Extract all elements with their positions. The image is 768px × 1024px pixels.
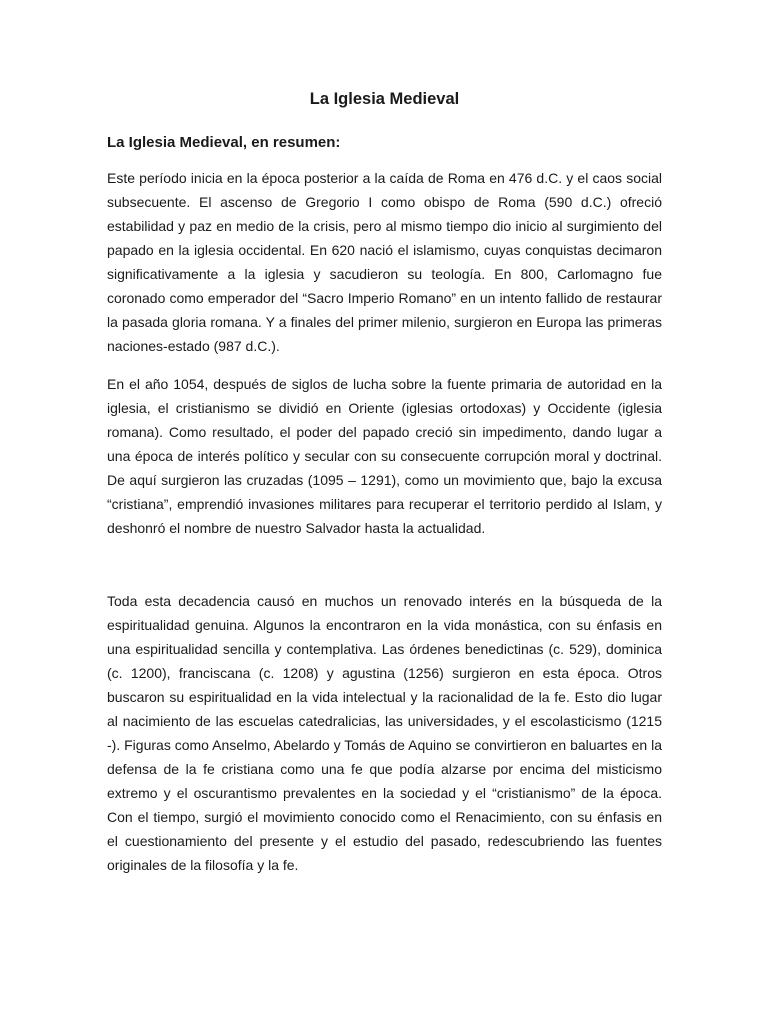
paragraph-3: Toda esta decadencia causó en muchos un renovado interés en la búsqueda de la espiritualidad genuina. Algunos la encontraron en la vida monástica, con su énfasis en una espiritualidad sencilla y contemplativa. Las órdenes benedictinas (c. 529), dominica (c. 1200), franciscana (c. 1208) y agustina (1256) surgieron en esta época. Otros buscaron su espiritualidad en la vida intelectual y la racionalidad de la fe. Esto dio lugar al nacimiento de las escuelas catedralicias, las universidades, y el escolasticismo (1215 -). Figuras como Anselmo, Abelardo y Tomás de Aquino se convirtieron en baluartes en la defensa de la fe cristiana como una fe que podía alzarse por encima del misticismo extremo y el oscurantismo prevalentes en la sociedad y el “cristianismo” de la época. Con el tiempo, surgió el movimiento conocido como el Renacimiento, con su énfasis en el cuestionamiento del presente y el estudio del pasado, redescubriendo las fuentes originales de la filosofía y la fe. xyxy=(107,593,662,873)
paragraph-2: En el año 1054, después de siglos de lucha sobre la fuente primaria de autoridad en la iglesia, el cristianismo se dividió en Oriente (iglesias ortodoxas) y Occidente (iglesia romana). Como resultado, el poder del papado creció sin impedimento, dando lugar a una época de interés político y secular con su consecuente corrupción moral y doctrinal. De aquí surgieron las cruzadas (1095 – 1291), como un movimiento que, bajo la excusa “cristiana”, emprendió invasiones militares para recuperar el territorio perdido al Islam, y deshonró el nombre de nuestro Salvador hasta la actualidad. xyxy=(107,376,662,536)
section-subtitle: La Iglesia Medieval, en resumen: xyxy=(107,134,341,151)
document-title: La Iglesia Medieval xyxy=(309,90,460,108)
paragraph-1: Este período inicia en la época posterior a la caída de Roma en 476 d.C. y el caos social subsecuente. El ascenso de Gregorio I como obispo de Roma (590 d.C.) ofreció estabilidad y paz en medio de la crisis, pero al mismo tiempo dio inicio al surgimiento del papado en la iglesia occidental. En 620 nació el islamismo, cuyas conquistas decimaron significativamente a la iglesia y sacudieron su teología. En 800, Carlomagno fue coronado como emperador del “Sacro Imperio Romano” en un intento fallido de restaurar la pasada gloria romana. Y a finales del primer milenio, surgieron en Europa las primeras naciones-estado (987 d.C.). xyxy=(107,170,662,354)
